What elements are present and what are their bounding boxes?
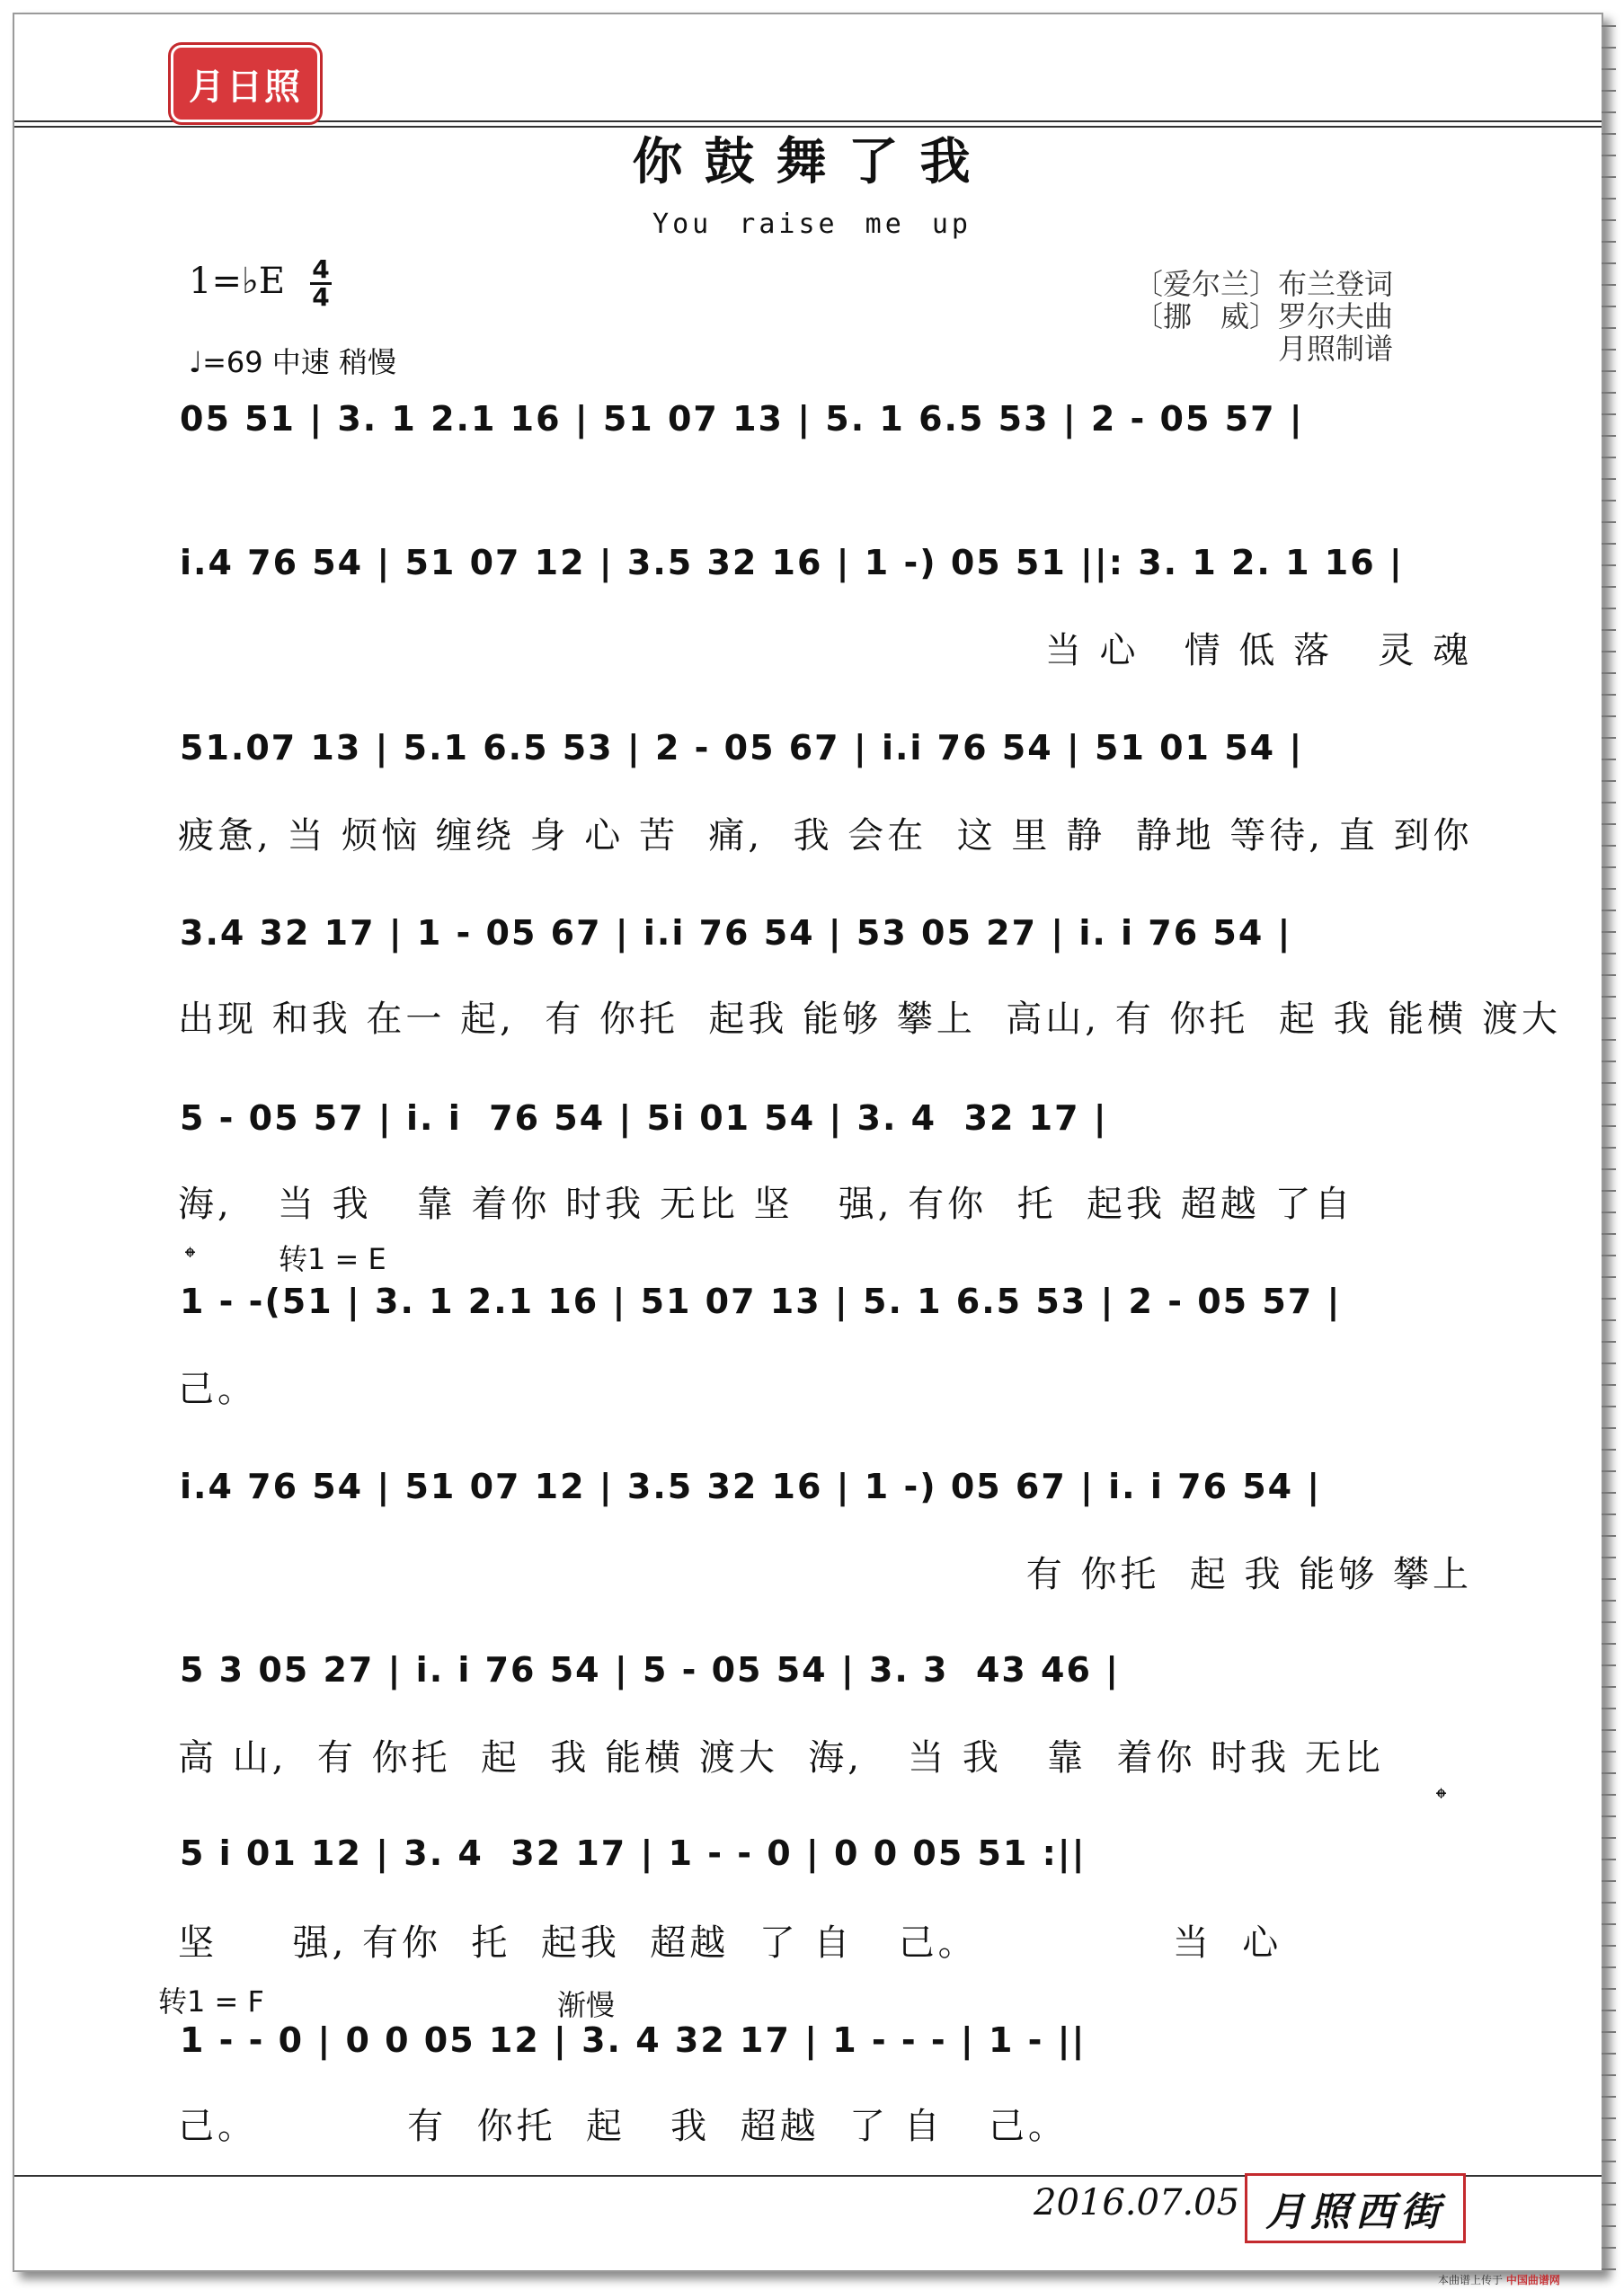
modulation-e-label: 转1 = E <box>279 1242 386 1276</box>
coda-sign-2: 𝄌 <box>1436 1781 1447 1815</box>
notation-row-9: 5 i 01 12 | 3. 4 32 17 | 1 - - 0 | 0 0 05 51 :|| <box>180 1833 1087 1873</box>
notation-row-8: 5 3 05 27 | i. i 76 54 | 5 - 05 54 | 3. 3 43 46 | <box>180 1650 1121 1690</box>
lyrics-row-6: 己。 <box>178 1369 257 1410</box>
lyricist-credit: 〔爱尔兰〕布兰登词 <box>1134 267 1394 301</box>
notation-row-7: i.4 76 54 | 51 07 12 | 3.5 32 16 | 1 -) 05 67 | i. i 76 54 | <box>180 1467 1322 1506</box>
notation-row-3: 51.07 13 | 5.1 6.5 53 | 2 - 05 67 | i.i 76 54 | 51 01 54 | <box>180 728 1304 768</box>
meter-bottom: 4 <box>312 282 330 312</box>
lyrics-row-4: 出现 和我 在一 起, 有 你托 起我 能够 攀上 高山, 有 你托 起 我 能横 渡大 <box>178 999 1562 1040</box>
lyrics-row-10: 己。 有 你托 起 我 超越 了 自 己。 <box>178 2106 1068 2147</box>
lyrics-row-5: 海, 当 我 靠 着你 时我 无比 坚 强, 有你 托 起我 超越 了自 <box>178 1184 1354 1225</box>
song-title: 你鼓舞了我 <box>632 132 992 191</box>
time-signature <box>310 254 332 312</box>
transcriber-credit: 月照制谱 <box>1278 332 1394 366</box>
brand-logo: 月照西街 <box>1245 2173 1466 2243</box>
perforation-edge <box>1602 14 1616 2270</box>
lyrics-row-2: 当 心 情 低 落 灵 魂 <box>1044 630 1472 671</box>
notation-row-6: 1 - -(51 | 3. 1 2.1 16 | 51 07 13 | 5. 1 6.5 53 | 2 - 05 57 | <box>180 1282 1342 1321</box>
notation-row-2: i.4 76 54 | 51 07 12 | 3.5 32 16 | 1 -) 05 51 ||: 3. 1 2. 1 16 | <box>180 543 1404 582</box>
coda-sign-1: 𝄌 <box>185 1240 196 1274</box>
tempo-marking: ♩=69 中速 稍慢 <box>189 345 396 379</box>
song-subtitle: You raise me up <box>652 209 972 240</box>
upload-note-text: 本曲谱上传于 <box>1438 2274 1504 2286</box>
date-stamp: 2016.07.05 <box>1034 2182 1240 2223</box>
lyrics-row-8: 高 山, 有 你托 起 我 能横 渡大 海, 当 我 靠 着你 时我 无比 <box>178 1737 1384 1779</box>
ritardando-label: 渐慢 <box>557 1988 616 2022</box>
lyrics-row-7: 有 你托 起 我 能够 攀上 <box>1025 1554 1472 1595</box>
lyrics-row-9: 坚 强, 有你 托 起我 超越 了 自 己。 当 心 <box>178 1922 1282 1964</box>
credits <box>1134 268 1393 365</box>
notation-row-5: 5 - 05 57 | i. i 76 54 | 5i 01 54 | 3. 4 32 17 | <box>180 1098 1108 1138</box>
notation-row-1: 05 51 | 3. 1 2.1 16 | 51 07 13 | 5. 1 6.5 53 | 2 - 05 57 | <box>180 399 1304 439</box>
notation-row-10: 1 - - 0 | 0 0 05 12 | 3. 4 32 17 | 1 - - - | 1 - || <box>180 2020 1087 2060</box>
composer-credit: 〔挪 威〕罗尔夫曲 <box>1134 299 1394 333</box>
lyrics-row-3: 疲惫, 当 烦恼 缠绕 身 心 苦 痛, 我 会在 这 里 静 静地 等待, 直 到你 <box>178 815 1473 857</box>
logo-stamp: 月日照 <box>171 45 320 122</box>
key-signature: 1=♭E <box>189 261 286 302</box>
modulation-f-label: 转1 = F <box>158 1984 264 2019</box>
site-name: 中国曲谱网 <box>1505 2274 1560 2286</box>
meter-top: 4 <box>312 254 330 284</box>
notation-row-4: 3.4 32 17 | 1 - 05 67 | i.i 76 54 | 53 05 27 | i. i 76 54 | <box>180 913 1292 953</box>
upload-note <box>1438 2272 1560 2287</box>
